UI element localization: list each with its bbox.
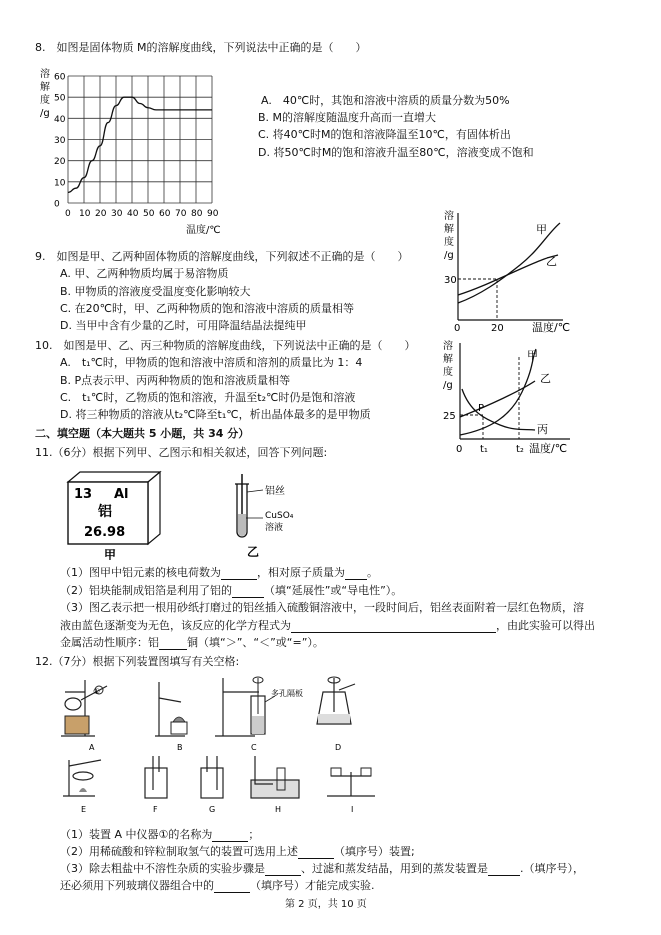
q10-origin: 0: [456, 444, 463, 455]
q12-blank-step[interactable]: [265, 864, 301, 876]
q10-t2: t₂: [516, 444, 524, 455]
q8-option-c: C. 将40℃时M的饱和溶液降温至10℃，有固体析出: [258, 128, 511, 141]
q8-option-d: D. 将50℃时M的饱和溶液升温至80℃，溶液变成不饱和: [258, 146, 534, 159]
q10-curve-bing: [462, 389, 535, 430]
q8-y-tick-label: 40: [54, 114, 66, 125]
apparatus-f: [145, 756, 167, 798]
q8-ylabel-char-3: 度: [40, 95, 50, 106]
q11-stem: 11.（6分）根据下列甲、乙图示和相关叙述，回答下列问题:: [35, 446, 328, 459]
q8-grid: [68, 76, 212, 203]
q12-stem: 12.（7分）根据下列装置图填写有关空格:: [35, 655, 240, 668]
q12-sub3-line2: [60, 879, 375, 893]
q11-sub3-line2-text: 液由蓝色逐渐变为无色，该反应的化学方程式为: [60, 619, 291, 632]
q10-ylabel-char-2: 解: [443, 354, 453, 365]
q9-guide-lines: [458, 279, 497, 320]
q9-label-yi: 乙: [546, 255, 557, 268]
q12-blank-instrument[interactable]: [212, 830, 248, 842]
q8-stem: 8. 如图是固体物质 M的溶解度曲线，下列说法中正确的是（ ）: [35, 41, 367, 54]
q11-figure-jia-element-card: [62, 470, 172, 560]
apparatus-h: [251, 756, 299, 798]
q12-letter-d: D: [335, 743, 342, 752]
q8-x-tick-label: 70: [175, 209, 187, 219]
q9-y-mark: 30: [444, 275, 457, 286]
q10-t1: t₁: [480, 444, 488, 455]
q11-sub3-line1: （3）图乙表示把一根用砂纸打磨过的铝丝插入硫酸铜溶液中，一段时间后，铝丝表面附着一层红色物质，溶: [60, 601, 584, 614]
q11-sub1-text-b: ，相对原子质量为: [257, 566, 345, 579]
q10-label-p: P: [478, 403, 485, 414]
q10-ylabel-char-3: 度: [443, 367, 453, 378]
q11-blank-property[interactable]: [232, 586, 264, 598]
q8-x-tick-label: 20: [95, 209, 107, 219]
q10-option-b: B. P点表示甲、丙两种物质的饱和溶液质量相等: [60, 374, 291, 387]
q12-letter-e: E: [81, 805, 87, 814]
q12-letter-a: A: [89, 743, 95, 752]
q10-option-c: C. t₁℃时，乙物质的饱和溶液，升温至t₂℃时仍是饱和溶液: [60, 391, 356, 404]
q11-sub2: [60, 584, 402, 598]
q11-card-symbol: Al: [114, 487, 129, 502]
q12-sub2-text-b: （填序号）装置;: [334, 845, 415, 858]
q11-card-name: 铝: [98, 504, 112, 520]
q8-x-tick-label: 10: [79, 209, 91, 219]
q9-option-d: D. 当甲中含有少量的乙时，可用降温结晶法提纯甲: [60, 319, 307, 332]
q12-letter-h: H: [275, 805, 282, 814]
q11-sub1: [60, 566, 378, 580]
q10-option-a: A. t₁℃时，甲物质的饱和溶液中溶质和溶剂的质量比为 1：4: [60, 356, 363, 369]
q11-tube-label-cuso4: CuSO₄: [265, 511, 294, 521]
q8-x-tick-label: 50: [143, 209, 155, 219]
q8-xlabel: 温度/℃: [186, 225, 221, 236]
q10-option-d: D. 将三种物质的溶液从t₂℃降至t₁℃，析出晶体最多的是甲物质: [60, 408, 371, 421]
q8-ylabel-char-4: /g: [40, 108, 50, 119]
q10-y-mark: 25: [443, 411, 456, 422]
q9-stem: 9. 如图是甲、乙两种固体物质的溶解度曲线，下列叙述不正确的是（ ）: [35, 250, 409, 263]
q11-label-jia: 甲: [104, 548, 117, 560]
q8-y-tick-label: 20: [54, 157, 66, 168]
q11-blank-compare[interactable]: [159, 638, 187, 650]
q10-curve-jia: [460, 349, 536, 435]
q11-sub3-line3-text-b: 铜（填“＞”、“＜”或“=”）。: [187, 636, 324, 649]
apparatus-d: [317, 677, 355, 724]
q9-label-jia: 甲: [536, 223, 547, 236]
q10-xlabel: 温度/℃: [529, 442, 568, 455]
q12-letter-f: F: [153, 805, 158, 814]
q8-y-tick-label: 0: [54, 199, 60, 210]
q12-sub1: [60, 828, 259, 842]
q12-label-circle1: ①: [93, 687, 101, 696]
q8-x-tick-label: 90: [207, 209, 219, 219]
q12-letter-i: I: [351, 805, 354, 814]
q9-ylabel-char-2: 解: [444, 224, 454, 235]
q11-sub3-line3-text: 金属活动性顺序：铝: [60, 636, 159, 649]
q11-sub2-text-b: （填“延展性”或“导电性”）。: [264, 584, 403, 597]
q9-option-c: C. 在20℃时，甲、乙两种物质的饱和溶液中溶质的质量相等: [60, 302, 355, 315]
q9-x-mark: 20: [491, 323, 504, 334]
q12-sub3-line2-text: 还必须用下列玻璃仪器组合中的: [60, 879, 214, 892]
q12-sub3-line2-text-b: （填序号）才能完成实验.: [250, 879, 375, 892]
q11-blank-equation[interactable]: [291, 621, 496, 633]
q8-x-tick-label: 30: [111, 209, 123, 219]
q10-curve-yi: [460, 381, 535, 417]
apparatus-c: [215, 677, 303, 736]
q12-letter-c: C: [251, 743, 257, 752]
q8-option-a: A. 40℃时，其饱和溶液中溶质的质量分数为50%: [261, 94, 510, 107]
q11-sub3-line2-text-b: ，由此实验可以得出: [496, 619, 595, 632]
q10-label-jia: 甲: [527, 349, 538, 362]
page-footer: 第 2 页，共 10 页: [285, 899, 367, 910]
q12-label-porous: 多孔隔板: [271, 689, 303, 698]
q8-ylabel-char-2: 解: [40, 82, 50, 93]
q8-solubility-curve: [68, 97, 212, 192]
q11-blank-mass[interactable]: [345, 568, 367, 580]
q9-ylabel-char-4: /g: [444, 250, 454, 261]
q11-blank-charge[interactable]: [221, 568, 257, 580]
q10-stem: 10. 如图是甲、乙、丙三种物质的溶解度曲线，下列说法中正确的是（ ）: [35, 339, 416, 352]
apparatus-a: [61, 680, 107, 736]
q11-card-number: 13: [74, 487, 93, 502]
q10-label-yi: 乙: [540, 372, 551, 385]
q8-y-tick-label: 10: [54, 178, 66, 189]
q9-xlabel: 温度/℃: [532, 321, 571, 334]
q11-sub2-text: （2）铝块能制成铝箔是利用了铝的: [60, 584, 232, 597]
q9-option-a: A. 甲、乙两种物质均属于易溶物质: [60, 267, 229, 280]
q12-letter-b: B: [177, 743, 183, 752]
apparatus-e: [63, 760, 101, 796]
q8-y-tick-label: 50: [54, 93, 66, 104]
q11-sub3-line3: [60, 636, 324, 650]
q8-option-b: B. M的溶解度随温度升高而一直增大: [258, 111, 437, 124]
q11-tube-label-solution: 溶液: [265, 523, 284, 533]
q12-sub2: [60, 845, 415, 859]
q8-x-tick-label: 80: [191, 209, 203, 219]
q9-curve-yi: [458, 255, 558, 295]
q11-figure-yi-test-tube: [225, 470, 315, 560]
q12-apparatus-figure: [55, 672, 385, 832]
apparatus-i: [327, 768, 375, 796]
q12-sub3-line1: [60, 862, 584, 876]
q11-tube-label-wire: 铝丝: [265, 486, 285, 497]
q11-label-yi: 乙: [247, 545, 260, 559]
apparatus-g: [201, 756, 223, 798]
q8-ylabel-char-1: 溶: [40, 69, 50, 80]
q10-ylabel-char-1: 溶: [443, 341, 453, 352]
q12-blank-evap[interactable]: [488, 864, 520, 876]
q8-solubility-graph: [36, 66, 246, 236]
q12-sub2-text: （2）用稀硫酸和锌粒制取氢气的装置可选用上述: [60, 845, 298, 858]
q9-ylabel-char-3: 度: [444, 237, 454, 248]
q9-solubility-graph: [440, 203, 580, 338]
apparatus-b: [155, 682, 187, 736]
q11-card-mass: 26.98: [84, 525, 126, 540]
q9-option-b: B. 甲物质的溶液度受温度变化影响较大: [60, 285, 251, 298]
q11-sub3-line2: [60, 619, 595, 633]
q9-ylabel-char-1: 溶: [444, 211, 454, 222]
q8-x-tick-labels: [65, 209, 219, 219]
q8-y-tick-label: 60: [54, 72, 66, 83]
q8-x-tick-label: 60: [159, 209, 171, 219]
q10-guide-lines-t1: [460, 415, 483, 439]
q11-sub1-text-c: 。: [367, 566, 378, 579]
q12-blank-device[interactable]: [298, 847, 334, 859]
q8-y-tick-label: 30: [54, 136, 66, 146]
q12-sub3-line1-text: （3）除去粗盐中不溶性杂质的实验步骤是: [60, 862, 265, 875]
section-heading-fill-in: 二、填空题（本大题共 5 小题，共 34 分）: [35, 427, 250, 440]
q9-origin: 0: [454, 323, 461, 334]
q10-label-bing: 丙: [537, 423, 548, 436]
q12-sub3-line1-text-b: 、过滤和蒸发结晶，用到的蒸发装置是: [301, 862, 488, 875]
q12-letter-g: G: [209, 805, 216, 814]
q11-sub1-text: （1）图甲中铝元素的核电荷数为: [60, 566, 221, 579]
q12-sub3-line1-text-c: .（填序号），: [520, 862, 584, 875]
q10-solubility-graph: [440, 337, 580, 462]
q12-sub1-text-b: ；: [248, 828, 260, 841]
q12-sub1-text: （1）装置 A 中仪器①的名称为: [60, 828, 213, 841]
q12-blank-glass[interactable]: [214, 881, 250, 893]
q8-x-tick-label: 0: [65, 209, 71, 219]
q8-y-tick-labels: [54, 73, 66, 210]
q8-x-tick-label: 40: [127, 209, 139, 219]
q10-ylabel-char-4: /g: [443, 380, 453, 391]
